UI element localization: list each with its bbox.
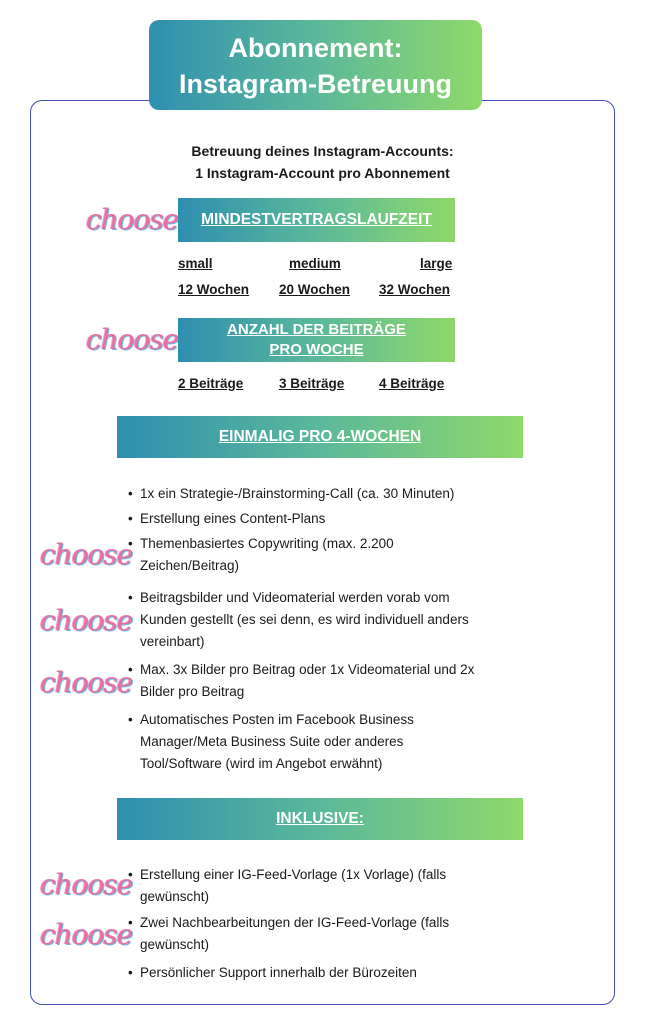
- laufzeit-title: MINDESTVERTRAGSLAUFZEIT: [201, 211, 432, 228]
- list-item: • 1x ein Strategie-/Brainstorming-Call (ca. 30 Minuten): [128, 483, 528, 505]
- duration-12[interactable]: 12 Wochen: [178, 282, 250, 297]
- list-item: • Beitragsbilder und Videomaterial werden vorab vom Kunden gestellt (es sei denn, es wird individuell anders vereinbart): [128, 587, 528, 653]
- intro-line-2: 1 Instagram-Account pro Abonnement: [195, 165, 450, 181]
- section-header-beitraege: [178, 318, 455, 362]
- section-header-inklusive: [117, 798, 523, 840]
- choose-label: choose: [86, 323, 179, 356]
- title-line-1: Abonnement:: [228, 33, 403, 63]
- intro-text: [0, 140, 645, 184]
- choose-label: choose: [40, 918, 133, 951]
- inklusive-title: INKLUSIVE:: [276, 810, 364, 827]
- option-2-beitraege[interactable]: 2 Beiträge: [178, 376, 244, 391]
- beitraege-title-line-2: PRO WOCHE: [269, 341, 364, 358]
- option-3-beitraege[interactable]: 3 Beiträge: [279, 376, 345, 391]
- section-header-einmalig: [117, 416, 523, 458]
- list-item: • Zwei Nachbearbeitungen der IG-Feed-Vorlage (falls gewünscht): [128, 912, 528, 956]
- list-item: • Erstellung einer IG-Feed-Vorlage (1x Vorlage) (falls gewünscht): [128, 864, 528, 908]
- list-item: • Themenbasiertes Copywriting (max. 2.200 Zeichen/Beitrag): [128, 533, 528, 577]
- choose-label: choose: [86, 203, 179, 236]
- einmalig-title: EINMALIG PRO 4-WOCHEN: [218, 428, 422, 445]
- size-large[interactable]: large: [420, 256, 453, 271]
- duration-20[interactable]: 20 Wochen: [279, 282, 351, 297]
- size-medium[interactable]: medium: [289, 256, 341, 271]
- page-title: [149, 20, 482, 110]
- size-small[interactable]: small: [178, 256, 213, 271]
- inklusive-list: [128, 864, 528, 984]
- section-header-laufzeit: [178, 198, 455, 242]
- choose-label: choose: [40, 538, 133, 571]
- beitraege-title-line-1: ANZAHL DER BEITRÄGE: [227, 321, 406, 338]
- choose-label: choose: [40, 604, 133, 637]
- list-item: • Automatisches Posten im Facebook Business Manager/Meta Business Suite oder anderes Tool/Software (wird im Angebot erwähnt): [128, 709, 528, 775]
- choose-label: choose: [40, 666, 133, 699]
- list-item: • Persönlicher Support innerhalb der Bürozeiten: [128, 962, 528, 984]
- list-item: • Erstellung eines Content-Plans: [128, 508, 528, 530]
- einmalig-list: [128, 483, 528, 775]
- list-item: • Max. 3x Bilder pro Beitrag oder 1x Videomaterial und 2x Bilder pro Beitrag: [128, 659, 528, 703]
- duration-32[interactable]: 32 Wochen: [379, 282, 451, 297]
- title-line-2: Instagram-Betreuung: [178, 69, 453, 99]
- choose-label: choose: [40, 868, 133, 901]
- option-4-beitraege[interactable]: 4 Beiträge: [379, 376, 445, 391]
- intro-line-1: Betreuung deines Instagram-Accounts:: [191, 143, 454, 159]
